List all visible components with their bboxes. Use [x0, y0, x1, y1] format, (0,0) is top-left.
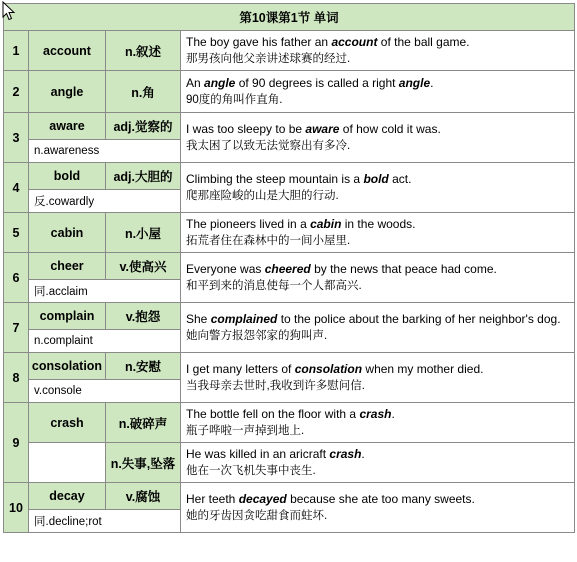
sentence-translation: 和平到来的消息使每一个人都高兴. [186, 280, 362, 292]
entry-number: 6 [4, 253, 29, 303]
sentence-translation: 她向警方报怨邻家的狗叫声. [186, 330, 328, 342]
vocabulary-table [3, 3, 575, 533]
table-row [4, 71, 575, 113]
mouse-cursor-icon [2, 1, 16, 21]
example-sentence: The boy gave his father an account of the ball game. 那男孩向他父亲讲述球赛的经过. [181, 31, 575, 71]
table-row [4, 113, 575, 140]
example-sentence: Climbing the steep mountain is a bold act. 爬那座险峻的山是大胆的行动. [181, 163, 575, 213]
entry-meaning: v.腐蚀 [106, 483, 181, 510]
sentence-translation: 当我母亲去世时,我收到许多慰问信. [186, 380, 365, 392]
entry-word: cheer [29, 253, 106, 280]
entry-word: angle [29, 71, 106, 113]
sentence-translation: 我太困了以致无法觉察出有多冷. [186, 140, 351, 152]
sentence-translation: 瓶子哗啦一声掉到地上. [186, 425, 305, 437]
table-row [4, 443, 575, 483]
entry-word: aware [29, 113, 106, 140]
entry-word: decay [29, 483, 106, 510]
entry-meaning: n.叙述 [106, 31, 181, 71]
entry-meaning: n.安慰 [106, 353, 181, 380]
table-row [4, 31, 575, 71]
example-sentence: The pioneers lived in a cabin in the woods. 拓荒者住在森林中的一间小屋里. [181, 213, 575, 253]
example-sentence: I was too sleepy to be aware of how cold it was. 我太困了以致无法觉察出有多冷. [181, 113, 575, 163]
entry-number: 1 [4, 31, 29, 71]
entry-derivative: v.console [29, 380, 181, 403]
table-title: 第10课第1节 单词 [4, 4, 575, 31]
entry-number: 10 [4, 483, 29, 533]
table-row [4, 353, 575, 380]
entry-word: account [29, 31, 106, 71]
example-sentence: An angle of 90 degrees is called a right angle. 90度的角叫作直角. [181, 71, 575, 113]
entry-meaning: n.小屋 [106, 213, 181, 253]
entry-word: complain [29, 303, 106, 330]
entry-derivative: n.complaint [29, 330, 181, 353]
entry-number: 7 [4, 303, 29, 353]
sentence-translation: 爬那座险峻的山是大胆的行动. [186, 190, 339, 202]
entry-number: 4 [4, 163, 29, 213]
entry-derivative: n.awareness [29, 140, 181, 163]
entry-derivative: 同.acclaim [29, 280, 181, 303]
entry-meaning: adj.觉察的 [106, 113, 181, 140]
table-row [4, 253, 575, 280]
entry-meaning: n.失事,坠落 [106, 443, 181, 483]
example-sentence: She complained to the police about the barking of her neighbor's dog. 她向警方报怨邻家的狗叫声. [181, 303, 575, 353]
example-sentence: I get many letters of consolation when my mother died. 当我母亲去世时,我收到许多慰问信. [181, 353, 575, 403]
entry-word: consolation [29, 353, 106, 380]
entry-word: cabin [29, 213, 106, 253]
sentence-translation: 90度的角叫作直角. [186, 94, 283, 106]
example-sentence: Everyone was cheered by the news that peace had come. 和平到来的消息使每一个人都高兴. [181, 253, 575, 303]
entry-word: crash [29, 403, 106, 443]
table-row [4, 403, 575, 443]
entry-number: 8 [4, 353, 29, 403]
example-sentence: The bottle fell on the floor with a crash. 瓶子哗啦一声掉到地上. [181, 403, 575, 443]
example-sentence: He was killed in an aricraft crash. 他在一次飞机失事中丧生. [181, 443, 575, 483]
table-row [4, 163, 575, 190]
entry-derivative: 反.cowardly [29, 190, 181, 213]
entry-meaning: adj.大胆的 [106, 163, 181, 190]
title-row [4, 4, 575, 31]
entry-number: 2 [4, 71, 29, 113]
entry-number: 5 [4, 213, 29, 253]
sentence-translation: 那男孩向他父亲讲述球赛的经过. [186, 53, 351, 65]
entry-meaning: n.破碎声 [106, 403, 181, 443]
entry-meaning: v.使高兴 [106, 253, 181, 280]
sentence-translation: 拓荒者住在森林中的一间小屋里. [186, 235, 351, 247]
entry-meaning: n.角 [106, 71, 181, 113]
entry-derivative: 同.decline;rot [29, 510, 181, 533]
entry-number: 3 [4, 113, 29, 163]
sentence-translation: 他在一次飞机失事中丧生. [186, 465, 316, 477]
entry-number: 9 [4, 403, 29, 483]
entry-meaning: v.抱怨 [106, 303, 181, 330]
entry-word: bold [29, 163, 106, 190]
example-sentence: Her teeth decayed because she ate too many sweets. 她的牙齿因贪吃甜食而蛀坏. [181, 483, 575, 533]
table-row [4, 303, 575, 330]
sentence-translation: 她的牙齿因贪吃甜食而蛀坏. [186, 510, 328, 522]
entry-word-empty [29, 443, 106, 483]
table-row [4, 213, 575, 253]
table-row [4, 483, 575, 510]
